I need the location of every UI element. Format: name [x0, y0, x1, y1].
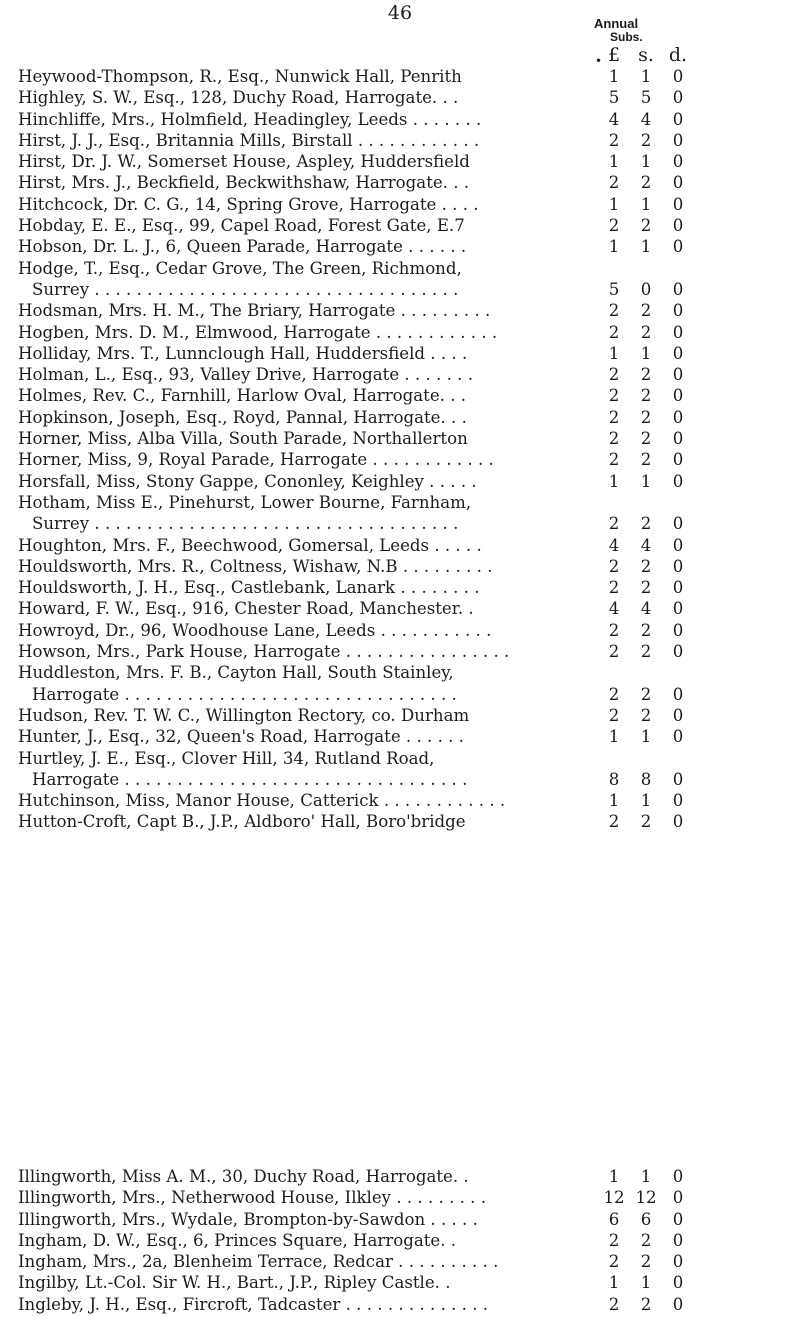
- subscriber-name: Houldsworth, Mrs. R., Coltness, Wishaw, N.B . . . . . . . . .: [18, 556, 493, 576]
- entry-line: [0, 1209, 800, 1230]
- amount-pounds: 1: [608, 152, 620, 172]
- subscriber-entry: [0, 577, 800, 598]
- amount-pounds: 2: [608, 1252, 620, 1272]
- amount-pence: 0: [672, 1188, 684, 1208]
- entry-line: [0, 172, 800, 193]
- amount-pounds: 12: [603, 1188, 625, 1208]
- entry-line: [0, 87, 800, 108]
- subscriber-entry: [0, 556, 800, 577]
- subscriber-entry: [0, 151, 800, 172]
- subscriber-name-continuation: Harrogate . . . . . . . . . . . . . . . . . . . . . . . . . . . . . . . . .: [32, 769, 468, 789]
- amount-pence: 0: [672, 578, 684, 598]
- amount-pounds: 2: [608, 1230, 620, 1250]
- amount-pounds: 2: [608, 322, 620, 342]
- entry-line: [0, 662, 800, 683]
- entry-line: [0, 279, 800, 300]
- entry-line: [0, 151, 800, 172]
- pounds-header: £: [607, 44, 621, 66]
- subscriber-entry: [0, 535, 800, 556]
- amount-shillings: 0: [640, 279, 652, 299]
- bullet-mark: •: [595, 54, 603, 68]
- amount-pounds: 2: [608, 386, 620, 406]
- amount-pence: 0: [672, 812, 684, 832]
- entry-line: [0, 598, 800, 619]
- subscriber-entry: [0, 300, 800, 321]
- amount-shillings: 4: [640, 599, 652, 619]
- amount-pence: 0: [672, 194, 684, 214]
- amount-pence: 0: [672, 1209, 684, 1229]
- amount-pounds: 5: [608, 279, 620, 299]
- amount-shillings: 2: [640, 1252, 652, 1272]
- subscriber-name: Hopkinson, Joseph, Esq., Royd, Pannal, Harrogate. . .: [18, 407, 467, 427]
- amount-pence: 0: [672, 705, 684, 725]
- amount-shillings: 2: [640, 684, 652, 704]
- subscriber-name: Hitchcock, Dr. C. G., 14, Spring Grove, Harrogate . . . .: [18, 194, 479, 214]
- amount-pence: 0: [672, 1230, 684, 1250]
- amount-pounds: 2: [608, 556, 620, 576]
- subscriber-list-i: [0, 1166, 800, 1315]
- amount-pence: 0: [672, 769, 684, 789]
- subscriber-entry: [0, 194, 800, 215]
- subscriber-entry: [0, 1251, 800, 1272]
- column-heading-annual: Annual: [594, 16, 639, 31]
- entry-line: [0, 1230, 800, 1251]
- amount-pounds: 2: [608, 216, 620, 236]
- subscriber-name: Hodge, T., Esq., Cedar Grove, The Green, Richmond,: [18, 258, 462, 278]
- entry-line: [0, 1251, 800, 1272]
- amount-pounds: 2: [608, 620, 620, 640]
- subscriber-entry: [0, 790, 800, 811]
- subscriber-name: Horsfall, Miss, Stony Gappe, Cononley, Keighley . . . . .: [18, 471, 477, 491]
- subscriber-name: Howson, Mrs., Park House, Harrogate . . . . . . . . . . . . . . . .: [18, 642, 510, 662]
- entry-line: [0, 705, 800, 726]
- subscriber-name: Ingilby, Lt.-Col. Sir W. H., Bart., J.P., Ripley Castle. .: [18, 1273, 451, 1293]
- subscriber-name: Horner, Miss, 9, Royal Parade, Harrogate . . . . . . . . . . . .: [18, 450, 494, 470]
- amount-shillings: 2: [640, 301, 652, 321]
- amount-pence: 0: [672, 471, 684, 491]
- amount-shillings: 2: [640, 642, 652, 662]
- subscriber-name: Holmes, Rev. C., Farnhill, Harlow Oval, Harrogate. . .: [18, 386, 467, 406]
- amount-pounds: 1: [608, 67, 620, 86]
- amount-pence: 0: [672, 216, 684, 236]
- page-number: 46: [387, 2, 413, 24]
- subscriber-name: Hotham, Miss E., Pinehurst, Lower Bourne, Farnham,: [18, 492, 472, 512]
- entry-line: [0, 535, 800, 556]
- subscriber-name: Hobson, Dr. L. J., 6, Queen Parade, Harrogate . . . . . .: [18, 237, 467, 257]
- amount-shillings: 1: [640, 791, 652, 811]
- subscriber-name: Highley, S. W., Esq., 128, Duchy Road, Harrogate. . .: [18, 88, 459, 108]
- amount-pence: 0: [672, 173, 684, 193]
- amount-pence: 0: [672, 67, 684, 86]
- subscriber-entry: [0, 130, 800, 151]
- amount-pounds: 2: [608, 429, 620, 449]
- subscriber-entry: [0, 1209, 800, 1230]
- amount-pounds: 4: [608, 535, 620, 555]
- amount-shillings: 12: [635, 1188, 657, 1208]
- amount-shillings: 2: [640, 407, 652, 427]
- amount-shillings: 1: [640, 67, 652, 86]
- subscriber-entry: [0, 1230, 800, 1251]
- pence-header: d.: [668, 44, 688, 66]
- amount-pence: 0: [672, 556, 684, 576]
- amount-pounds: 2: [608, 130, 620, 150]
- shillings-header: s.: [638, 44, 654, 66]
- amount-pence: 0: [672, 343, 684, 363]
- amount-pounds: 4: [608, 599, 620, 619]
- subscriber-entry: [0, 428, 800, 449]
- amount-shillings: 1: [640, 194, 652, 214]
- amount-pounds: 8: [608, 769, 620, 789]
- subscriber-entry: [0, 748, 800, 791]
- amount-shillings: 2: [640, 216, 652, 236]
- subscriber-entry: [0, 1294, 800, 1315]
- subscriber-name: Hutton-Croft, Capt B., J.P., Aldboro' Hall, Boro'bridge: [18, 812, 466, 832]
- amount-shillings: 1: [640, 727, 652, 747]
- amount-pounds: 2: [608, 1294, 620, 1314]
- amount-pounds: 2: [608, 301, 620, 321]
- amount-pounds: 4: [608, 109, 620, 129]
- entry-line: [0, 1272, 800, 1293]
- amount-shillings: 2: [640, 1294, 652, 1314]
- subscriber-entry: [0, 407, 800, 428]
- amount-pence: 0: [672, 322, 684, 342]
- amount-pence: 0: [672, 152, 684, 172]
- amount-shillings: 8: [640, 769, 652, 789]
- amount-pounds: 2: [608, 642, 620, 662]
- subscriber-entry: [0, 492, 800, 535]
- subscriber-name: Holman, L., Esq., 93, Valley Drive, Harrogate . . . . . . .: [18, 365, 474, 385]
- amount-pence: 0: [672, 1252, 684, 1272]
- currency-header-row: [0, 44, 800, 66]
- amount-pence: 0: [672, 407, 684, 427]
- amount-pounds: 1: [608, 343, 620, 363]
- amount-pence: 0: [672, 1167, 684, 1186]
- amount-pounds: 2: [608, 705, 620, 725]
- amount-pence: 0: [672, 620, 684, 640]
- subscriber-entry: [0, 471, 800, 492]
- amount-pounds: 1: [608, 237, 620, 257]
- amount-pence: 0: [672, 642, 684, 662]
- subscriber-entry: [0, 598, 800, 619]
- amount-shillings: 2: [640, 812, 652, 832]
- amount-pence: 0: [672, 1294, 684, 1314]
- subscriber-name: Ingleby, J. H., Esq., Fircroft, Tadcaster . . . . . . . . . . . . . .: [18, 1294, 489, 1314]
- subscriber-entry: [0, 109, 800, 130]
- entry-line: [0, 300, 800, 321]
- amount-pence: 0: [672, 301, 684, 321]
- amount-pounds: 1: [608, 471, 620, 491]
- amount-shillings: 2: [640, 514, 652, 534]
- subscriber-entry: [0, 726, 800, 747]
- amount-pence: 0: [672, 727, 684, 747]
- amount-pence: 0: [672, 88, 684, 108]
- amount-pounds: 1: [608, 194, 620, 214]
- subscriber-name: Hirst, Dr. J. W., Somerset House, Aspley, Huddersfield: [18, 152, 470, 172]
- entry-line: [0, 577, 800, 598]
- amount-pounds: 2: [608, 407, 620, 427]
- subscriber-entry: [0, 364, 800, 385]
- amount-pence: 0: [672, 365, 684, 385]
- subscriber-entry: [0, 1166, 800, 1187]
- subscriber-entry: [0, 449, 800, 470]
- entry-line: [0, 1187, 800, 1208]
- subscriber-name: Hinchliffe, Mrs., Holmfield, Headingley, Leeds . . . . . . .: [18, 109, 482, 129]
- subscriber-entry: [0, 385, 800, 406]
- amount-shillings: 2: [640, 705, 652, 725]
- amount-shillings: 2: [640, 620, 652, 640]
- subscriber-name: Illingworth, Mrs., Netherwood House, Ilkley . . . . . . . . .: [18, 1188, 487, 1208]
- subscriber-name-continuation: Harrogate . . . . . . . . . . . . . . . . . . . . . . . . . . . . . . . .: [32, 684, 457, 704]
- subscriber-name-continuation: Surrey . . . . . . . . . . . . . . . . . . . . . . . . . . . . . . . . . . .: [32, 514, 459, 534]
- amount-pence: 0: [672, 279, 684, 299]
- amount-pounds: 5: [608, 88, 620, 108]
- subscriber-entry: [0, 322, 800, 343]
- subscriber-name: Howard, F. W., Esq., 916, Chester Road, Manchester. .: [18, 599, 474, 619]
- entry-line: [0, 449, 800, 470]
- amount-pence: 0: [672, 450, 684, 470]
- entry-line: [0, 726, 800, 747]
- entry-line: [0, 556, 800, 577]
- amount-pence: 0: [672, 386, 684, 406]
- subscriber-entry: [0, 215, 800, 236]
- subscriber-name: Houldsworth, J. H., Esq., Castlebank, Lanark . . . . . . . .: [18, 578, 480, 598]
- amount-shillings: 4: [640, 535, 652, 555]
- subscriber-entry: [0, 1272, 800, 1293]
- subscriber-name: Hutchinson, Miss, Manor House, Catterick . . . . . . . . . . . .: [18, 791, 506, 811]
- subscriber-name: Hirst, J. J., Esq., Britannia Mills, Birstall . . . . . . . . . . . .: [18, 130, 480, 150]
- subscriber-name: Hogben, Mrs. D. M., Elmwood, Harrogate . . . . . . . . . . . .: [18, 322, 498, 342]
- subscriber-name: Ingham, Mrs., 2a, Blenheim Terrace, Redcar . . . . . . . . . .: [18, 1252, 499, 1272]
- subscriber-name: Horner, Miss, Alba Villa, South Parade, Northallerton: [18, 429, 468, 449]
- entry-line: [0, 236, 800, 257]
- subscriber-entry: [0, 172, 800, 193]
- amount-pounds: 1: [608, 1273, 620, 1293]
- amount-pounds: 6: [608, 1209, 620, 1229]
- subscriber-name: Hobday, E. E., Esq., 99, Capel Road, Forest Gate, E.7: [18, 216, 465, 236]
- entry-line: [0, 428, 800, 449]
- entry-line: [0, 684, 800, 705]
- entry-line: [0, 1294, 800, 1315]
- entry-line: [0, 471, 800, 492]
- subscriber-name: Illingworth, Mrs., Wydale, Brompton-by-Sawdon . . . . .: [18, 1209, 478, 1229]
- entry-line: [0, 194, 800, 215]
- entry-line: [0, 364, 800, 385]
- amount-pounds: 2: [608, 450, 620, 470]
- amount-pounds: 2: [608, 578, 620, 598]
- subscriber-entry: [0, 236, 800, 257]
- amount-shillings: 5: [640, 88, 652, 108]
- subscriber-entry: [0, 66, 800, 87]
- amount-shillings: 1: [640, 152, 652, 172]
- amount-pounds: 2: [608, 812, 620, 832]
- amount-pence: 0: [672, 599, 684, 619]
- subscriber-name: Hudson, Rev. T. W. C., Willington Rectory, co. Durham: [18, 705, 470, 725]
- amount-shillings: 2: [640, 173, 652, 193]
- entry-line: [0, 748, 800, 769]
- entry-line: [0, 66, 800, 87]
- subscriber-name: Holliday, Mrs. T., Lunnclough Hall, Huddersfield . . . .: [18, 343, 468, 363]
- amount-shillings: 1: [640, 237, 652, 257]
- entry-line: [0, 258, 800, 279]
- subscriber-name: Illingworth, Miss A. M., 30, Duchy Road, Harrogate. .: [18, 1167, 469, 1186]
- entry-line: [0, 620, 800, 641]
- subscriber-entry: [0, 258, 800, 301]
- subscriber-entry: [0, 1187, 800, 1208]
- amount-pounds: 2: [608, 173, 620, 193]
- amount-pounds: 1: [608, 727, 620, 747]
- entry-line: [0, 407, 800, 428]
- subscriber-name-continuation: Surrey . . . . . . . . . . . . . . . . . . . . . . . . . . . . . . . . . . .: [32, 279, 459, 299]
- subscriber-name: Heywood-Thompson, R., Esq., Nunwick Hall, Penrith: [18, 67, 462, 86]
- subscriber-name: Hirst, Mrs. J., Beckfield, Beckwithshaw, Harrogate. . .: [18, 173, 470, 193]
- amount-shillings: 2: [640, 1230, 652, 1250]
- amount-shillings: 1: [640, 1167, 652, 1186]
- subscriber-name: Ingham, D. W., Esq., 6, Princes Square, Harrogate. .: [18, 1230, 457, 1250]
- amount-shillings: 2: [640, 429, 652, 449]
- entry-line: [0, 385, 800, 406]
- amount-shillings: 4: [640, 109, 652, 129]
- amount-shillings: 2: [640, 578, 652, 598]
- subscriber-entry: [0, 641, 800, 662]
- amount-shillings: 2: [640, 556, 652, 576]
- amount-shillings: 2: [640, 130, 652, 150]
- subscriber-name: Houghton, Mrs. F., Beechwood, Gomersal, Leeds . . . . .: [18, 535, 482, 555]
- subscriber-list-h: [0, 66, 800, 833]
- amount-pounds: 2: [608, 514, 620, 534]
- column-heading-subs: Subs.: [610, 30, 643, 44]
- amount-pence: 0: [672, 791, 684, 811]
- entry-line: [0, 790, 800, 811]
- entry-line: [0, 769, 800, 790]
- amount-shillings: 2: [640, 322, 652, 342]
- subscriber-entry: [0, 705, 800, 726]
- subscriber-entry: [0, 87, 800, 108]
- amount-pence: 0: [672, 1273, 684, 1293]
- subscriber-entry: [0, 662, 800, 705]
- subscriber-name: Huddleston, Mrs. F. B., Cayton Hall, South Stainley,: [18, 663, 454, 683]
- amount-shillings: 2: [640, 365, 652, 385]
- amount-pence: 0: [672, 684, 684, 704]
- amount-pounds: 1: [608, 1167, 620, 1186]
- entry-line: [0, 343, 800, 364]
- entry-line: [0, 811, 800, 832]
- subscriber-name: Howroyd, Dr., 96, Woodhouse Lane, Leeds . . . . . . . . . . .: [18, 620, 492, 640]
- amount-shillings: 1: [640, 471, 652, 491]
- amount-pounds: 1: [608, 791, 620, 811]
- amount-pounds: 2: [608, 684, 620, 704]
- subscriber-entry: [0, 811, 800, 832]
- entry-line: [0, 1166, 800, 1187]
- entry-line: [0, 130, 800, 151]
- amount-pence: 0: [672, 514, 684, 534]
- subscriber-entry: [0, 620, 800, 641]
- amount-shillings: 2: [640, 450, 652, 470]
- entry-line: [0, 322, 800, 343]
- subscriber-entry: [0, 343, 800, 364]
- amount-shillings: 1: [640, 1273, 652, 1293]
- subscriber-name: Hunter, J., Esq., 32, Queen's Road, Harrogate . . . . . .: [18, 727, 464, 747]
- amount-shillings: 2: [640, 386, 652, 406]
- amount-pounds: 2: [608, 365, 620, 385]
- entry-line: [0, 109, 800, 130]
- entry-line: [0, 492, 800, 513]
- subscriber-name: Hodsman, Mrs. H. M., The Briary, Harrogate . . . . . . . . .: [18, 301, 491, 321]
- amount-shillings: 6: [640, 1209, 652, 1229]
- amount-pence: 0: [672, 109, 684, 129]
- amount-shillings: 1: [640, 343, 652, 363]
- entry-line: [0, 641, 800, 662]
- entry-line: [0, 215, 800, 236]
- amount-pence: 0: [672, 237, 684, 257]
- amount-pence: 0: [672, 429, 684, 449]
- entry-line: [0, 513, 800, 534]
- amount-pence: 0: [672, 535, 684, 555]
- subscriber-name: Hurtley, J. E., Esq., Clover Hill, 34, Rutland Road,: [18, 748, 435, 768]
- amount-pence: 0: [672, 130, 684, 150]
